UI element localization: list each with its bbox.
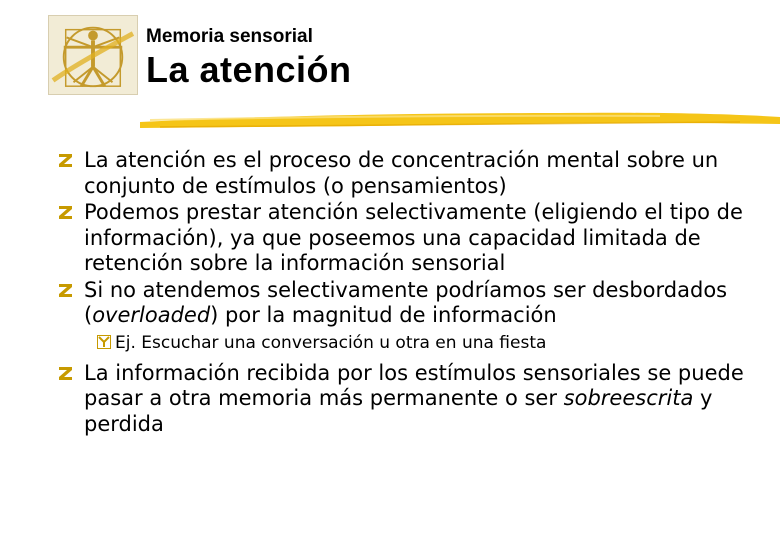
- vitruvian-man-logo: [48, 15, 138, 95]
- vitruvian-man-icon: [49, 16, 137, 94]
- z-bullet-icon: [58, 283, 73, 298]
- section-subtitle: Memoria sensorial: [146, 26, 313, 47]
- text-segment: ) por la magnitud de información: [210, 303, 557, 327]
- page-title: La atención: [146, 49, 352, 90]
- emphasized-term: sobreescrita: [563, 386, 694, 410]
- list-item-text: [84, 278, 727, 328]
- list-item-text: [84, 361, 744, 436]
- text-segment: La información recibida por los estímulos sensoriales se puede pasar a otra memoria más permanente o ser: [84, 360, 744, 410]
- text-segment: Si no atendemos selectivamente podríamos ser desbordados (: [84, 277, 728, 327]
- list-item-text: Podemos prestar atención selectivamente (eligiendo el tipo de información), ya que poseemos una capacidad limitada de retención sobre la información sensorial: [84, 200, 743, 275]
- list-item: [58, 148, 773, 199]
- title-underline-brushstroke: [140, 103, 780, 133]
- list-item: [58, 200, 773, 277]
- list-item: [58, 278, 773, 329]
- sub-list-item-text: Ej. Escuchar una conversación u otra en una fiesta: [115, 332, 547, 353]
- z-bullet-icon: [58, 205, 73, 220]
- list-item-text: La atención es el proceso de concentración mental sobre un conjunto de estímulos (o pensamientos): [84, 148, 719, 198]
- bullet-list: [58, 148, 773, 438]
- list-item: [58, 361, 773, 438]
- z-bullet-icon: [58, 153, 73, 168]
- text-segment: y perdida: [84, 386, 713, 436]
- y-bullet-icon: [97, 335, 111, 349]
- z-bullet-icon: [58, 366, 73, 381]
- sub-list-item: [58, 331, 773, 355]
- emphasized-term: overloaded: [92, 303, 211, 327]
